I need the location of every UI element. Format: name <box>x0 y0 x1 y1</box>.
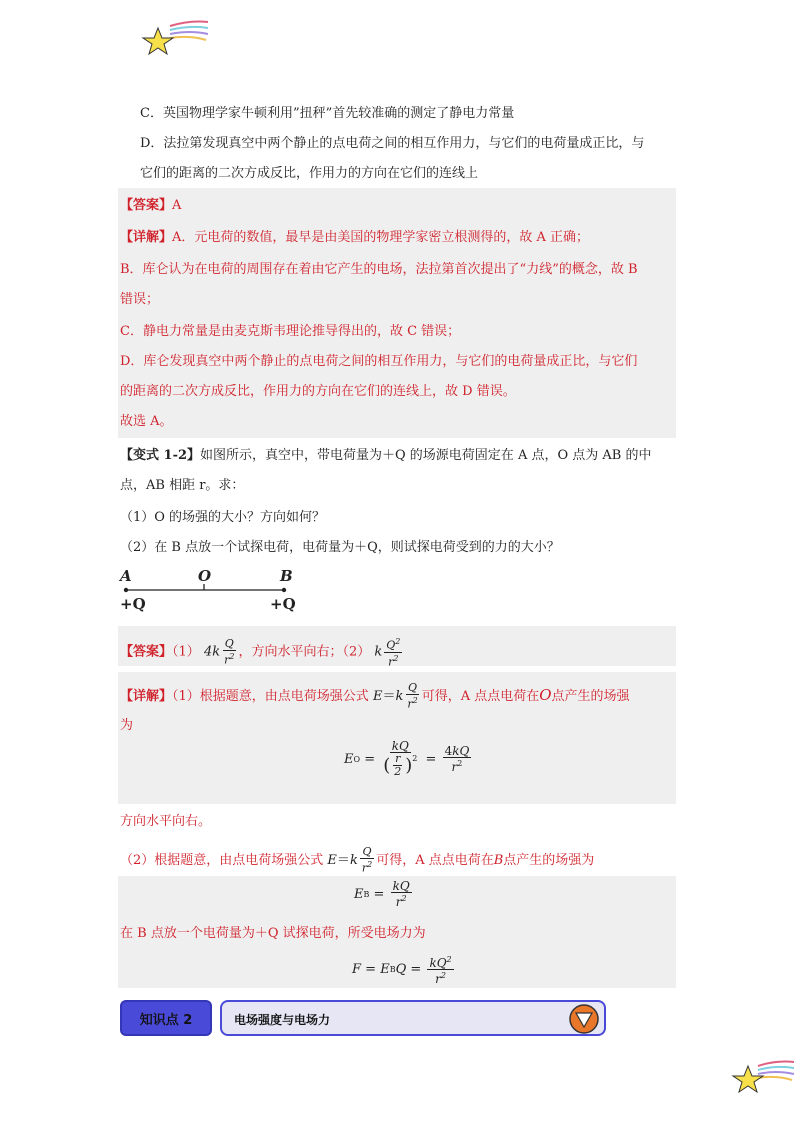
detail-2-p2: （2）根据题意，由点电荷场强公式 E＝k $\frac{Q}{r^2}$ 可得，A 点点电荷在B点产生的场强为 <box>120 845 595 875</box>
formula-eb: E B = $\frac{kQ}{r^2}$ <box>354 879 410 909</box>
point-b-label: B <box>280 567 293 585</box>
detail-2-p1-cont: 为 <box>120 718 134 733</box>
charge-b-label: +Q <box>270 595 296 613</box>
variant-1-2-line2: 点，AB 相距 r。求： <box>120 478 245 493</box>
option-d-line1: D．法拉第发现真空中两个静止的点电荷之间的相互作用力，与它们的电荷量成正比，与 <box>140 136 645 151</box>
question-2: （2）在 B 点放一个试探电荷，电荷量为＋Q，则试探电荷受到的力的大小？ <box>120 540 560 555</box>
detail-1-c: C．静电力常量是由麦克斯韦理论推导得出的，故 C 错误； <box>120 324 461 339</box>
chevron-down-icon[interactable] <box>568 1003 600 1035</box>
detail-1-conclusion: 故选 A。 <box>120 414 173 429</box>
answer-2: 【答案】（1） 4k $\frac{Q}{r^2}$ ，方向水平向右；（2） k $\frac{Q^2}{r^2}$ <box>120 636 401 669</box>
detail-1-b2: 错误； <box>120 292 160 307</box>
detail-2-p1: 【详解】（1）根据题意，由点电荷场强公式 E＝k $\frac{Q}{r^2}$ 可得，A 点点电荷在O点产生的场强 <box>120 681 630 711</box>
question-1: （1）O 的场强的大小？方向如何？ <box>120 510 326 525</box>
option-d-line2: 它们的距离的二次方成反比，作用力的方向在它们的连线上 <box>140 166 479 181</box>
knowledge-point-title: 电场强度与电场力 <box>234 1013 331 1027</box>
formula-eo: E O = kQ ( $\frac{r}{2}$ ) $^2$ = $\frac{4kQ}{r^2}$ <box>344 739 470 778</box>
point-o-label: O <box>198 567 212 585</box>
answer-1: 【答案】A <box>120 198 182 213</box>
variant-1-2-line1: 【变式 1-2】如图所示，真空中，带电荷量为＋Q 的场源电荷固定在 A 点，O 点为 AB 的中 <box>120 448 652 463</box>
shooting-star-icon <box>730 1056 794 1096</box>
shooting-star-icon <box>140 16 212 58</box>
charge-diagram <box>118 566 308 616</box>
knowledge-point-tag: 知识点 2 <box>120 1000 212 1036</box>
charge-a-label: +Q <box>120 595 146 613</box>
detail-1-d1: D．库仑发现真空中两个静止的点电荷之间的相互作用力，与它们的电荷量成正比，与它们 <box>120 354 638 369</box>
knowledge-point-bar[interactable] <box>220 1000 606 1036</box>
detail-1-d2: 的距离的二次方成反比，作用力的方向在它们的连线上，故 D 错误。 <box>120 384 516 399</box>
point-a-label: A <box>120 567 132 585</box>
detail-1-b1: B．库仑认为在电荷的周围存在着由它产生的电场，法拉第首次提出了“力线”的概念，故 B <box>120 262 638 277</box>
formula-f: F = E B Q = $\frac{kQ^2}{r^2}$ <box>352 955 452 986</box>
detail-1-a: 【详解】A．元电荷的数值，最早是由美国的物理学家密立根测得的，故 A 正确； <box>120 230 590 245</box>
detail-2-p3: 在 B 点放一个电荷量为＋Q 试探电荷，所受电场力为 <box>120 926 426 941</box>
direction-text: 方向水平向右。 <box>120 814 212 829</box>
option-c: C．英国物理学家牛顿利用”扭秤”首先较准确的测定了静电力常量 <box>140 106 515 121</box>
